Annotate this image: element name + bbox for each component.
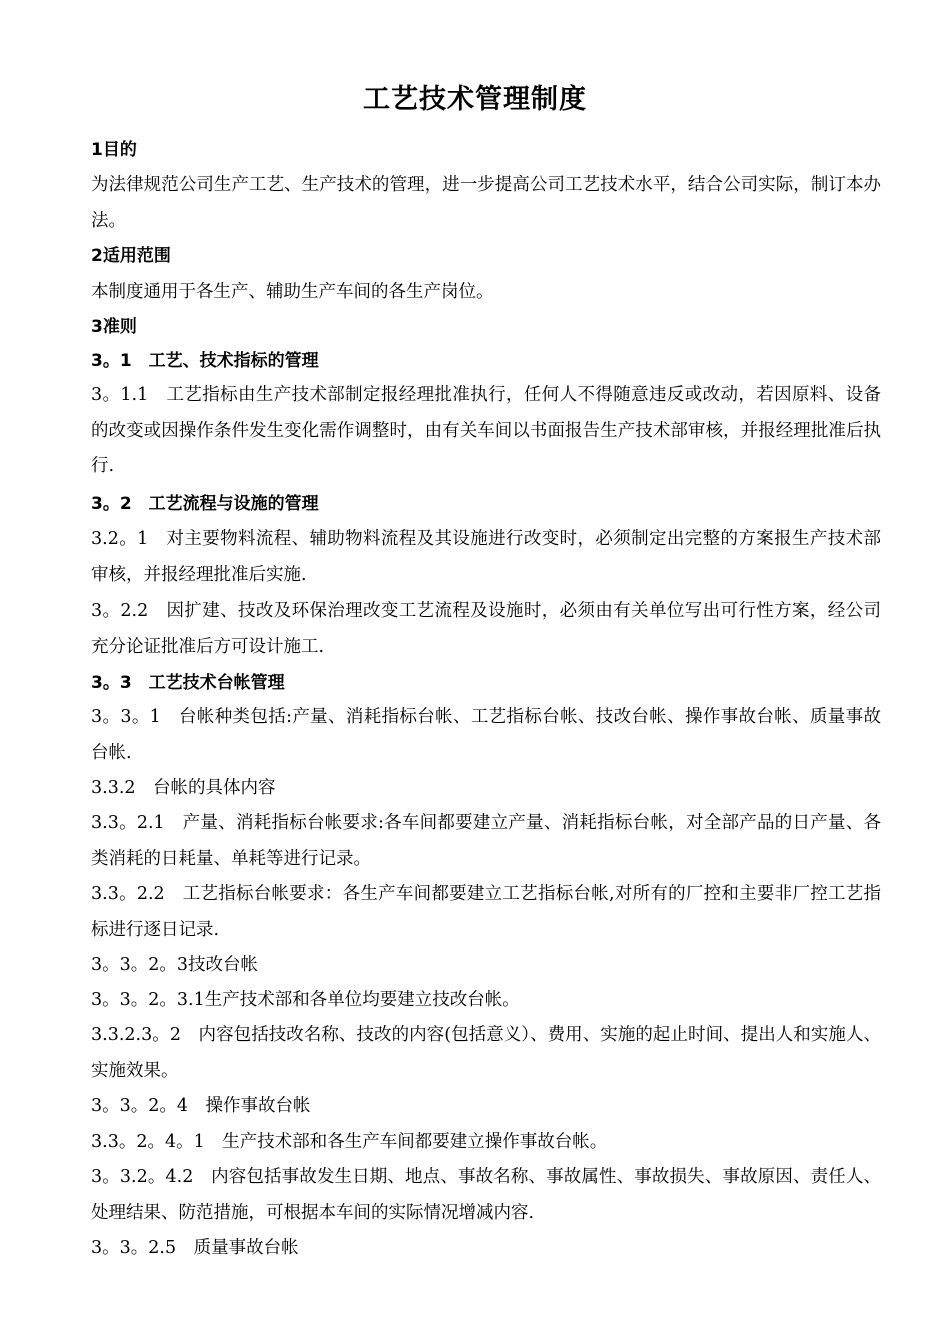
paragraph-3-3-2-3: 3。3。2。3技改台帐 — [91, 955, 259, 975]
paragraph-3-3-2-4-1: 3.3。2。4。1 生产技术部和各生产车间都要建立操作事故台帐。 — [91, 1132, 608, 1152]
paragraph-3-1-1: 3。1.1 工艺指标由生产技术部制定报经理批准执行，任何人不得随意违反或改动，若因原料、设备的改变或因操作条件发生变化需作调整时，由有关车间以书面报告生产技术部审核，并报经理批准后执行. — [91, 385, 881, 476]
subsection-heading-3-2: 3。2 工艺流程与设施的管理 — [91, 494, 319, 514]
section-heading-scope: 2适用范围 — [91, 246, 171, 266]
paragraph-3-3-2-4: 3。3。2。4 操作事故台帐 — [91, 1096, 311, 1116]
section-heading-purpose: 1目的 — [91, 140, 137, 160]
paragraph-3-3-2-3-1: 3。3。2。3.1生产技术部和各单位均要建立技改台帐。 — [91, 990, 520, 1010]
subsection-heading-3-1: 3。1 工艺、技术指标的管理 — [91, 351, 319, 371]
section-heading-rules: 3准则 — [91, 317, 137, 337]
paragraph-3-3-2-3-2: 3.3.2.3。2 内容包括技改名称、技改的内容(包括意义）、费用、实施的起止时间、提出人和实施人、实施效果。 — [91, 1025, 881, 1081]
document-title: 工艺技术管理制度 — [363, 84, 587, 115]
paragraph-3-3-1: 3。3。1 台帐种类包括:产量、消耗指标台帐、工艺指标台帐、技改台帐、操作事故台帐、质量事故台帐. — [91, 707, 881, 763]
paragraph-3-3-2-1: 3.3。2.1 产量、消耗指标台帐要求:各车间都要建立产量、消耗指标台帐，对全部产品的日产量、各类消耗的日耗量、单耗等进行记录。 — [91, 813, 881, 869]
paragraph-3-3-2: 3.3.2 台帐的具体内容 — [91, 778, 276, 798]
paragraph-scope: 本制度通用于各生产、辅助生产车间的各生产岗位。 — [91, 282, 494, 302]
subsection-heading-3-3: 3。3 工艺技术台帐管理 — [91, 673, 285, 693]
paragraph-purpose: 为法律规范公司生产工艺、生产技术的管理，进一步提高公司工艺技术水平，结合公司实际，制订本办法。 — [91, 175, 881, 231]
paragraph-3-3-2-5: 3。3。2.5 质量事故台帐 — [91, 1238, 299, 1258]
paragraph-3-3-2-2: 3.3。2.2 工艺指标台帐要求：各生产车间都要建立工艺指标台帐,对所有的厂控和主要非厂控工艺指标进行逐日记录. — [91, 884, 881, 940]
paragraph-3-2-2: 3。2.2 因扩建、技改及环保治理改变工艺流程及设施时，必须由有关单位写出可行性方案，经公司充分论证批准后方可设计施工. — [91, 601, 881, 657]
paragraph-3-3-2-4-2: 3。3.2。4.2 内容包括事故发生日期、地点、事故名称、事故属性、事故损失、事故原因、责任人、处理结果、防范措施，可根据本车间的实际情况增减内容. — [91, 1167, 881, 1223]
paragraph-3-2-1: 3.2。1 对主要物料流程、辅助物料流程及其设施进行改变时，必须制定出完整的方案报生产技术部审核，并报经理批准后实施. — [91, 529, 881, 585]
